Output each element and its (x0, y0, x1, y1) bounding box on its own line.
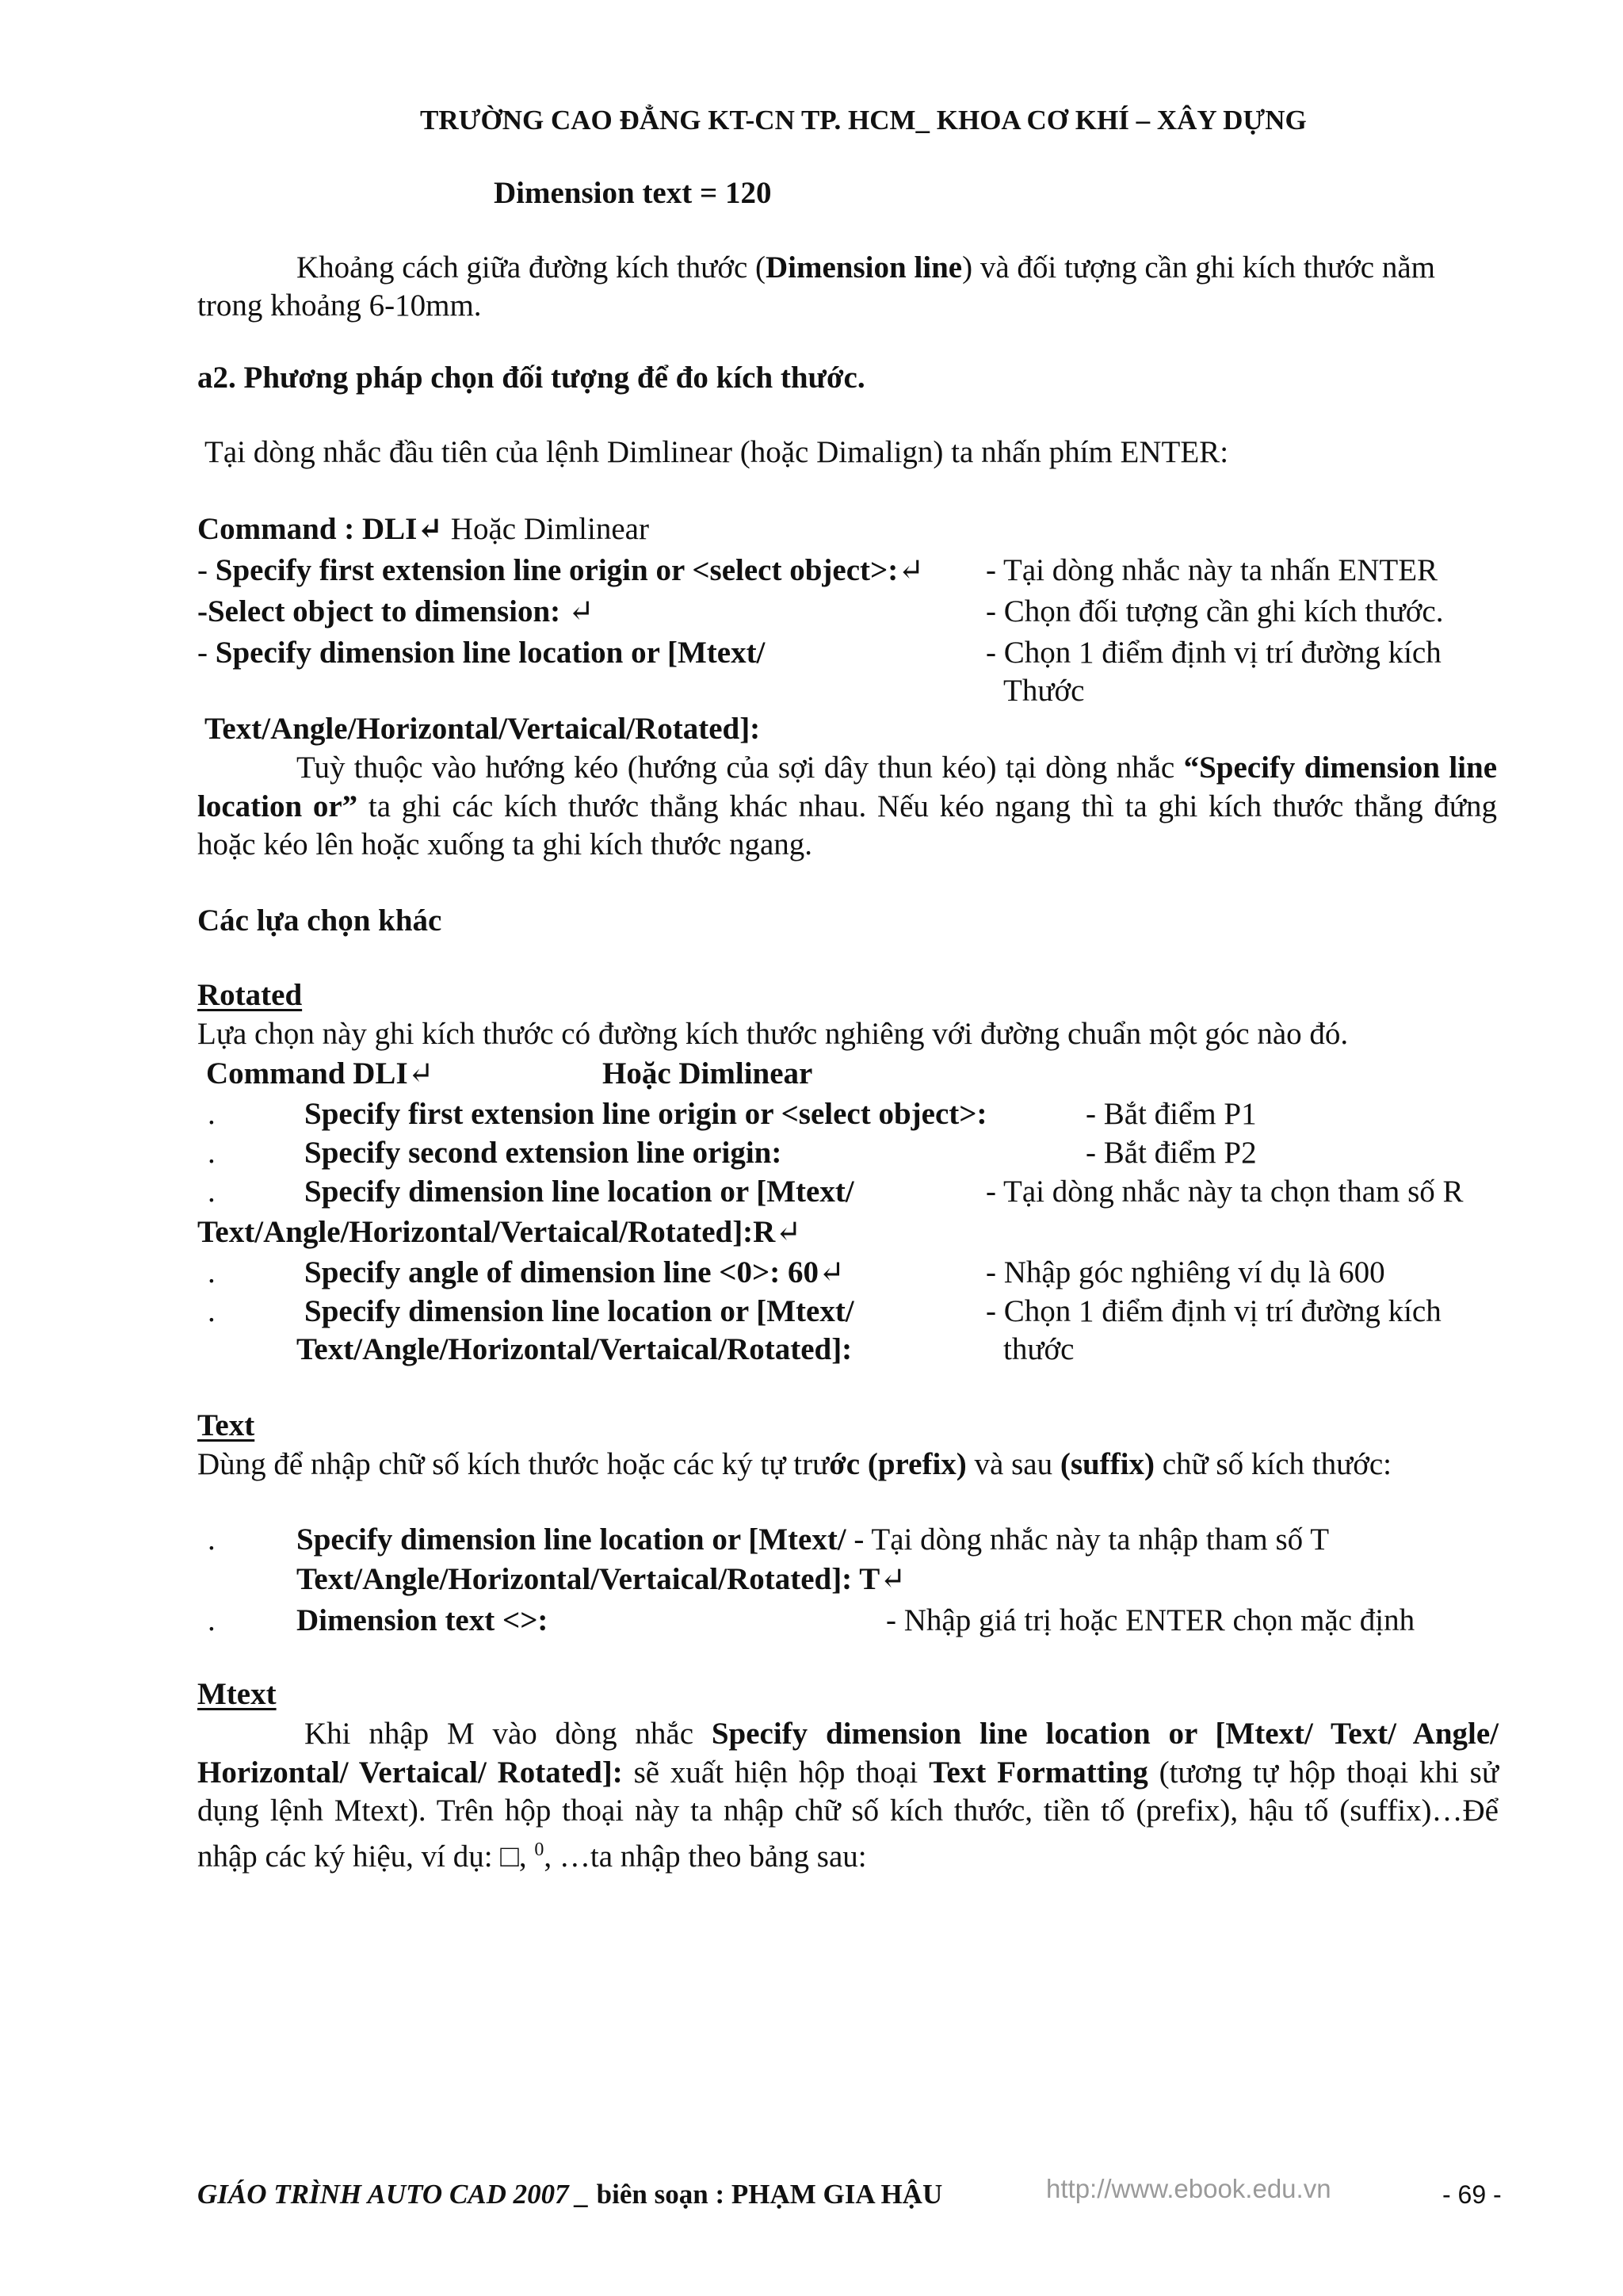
rotated-prompt-7: Text/Angle/Horizontal/Vertaical/Rotated]: (296, 1332, 853, 1366)
prompt-line-1 (197, 552, 924, 590)
command-bold: Command : DLI↵ (197, 512, 444, 546)
enter-symbol: ↵ (818, 1255, 845, 1289)
para1-term: Dimension line (766, 250, 963, 285)
text-desc (197, 1446, 1392, 1484)
bullet-dot: . (208, 1175, 216, 1209)
enter-symbol: ↵ (898, 553, 924, 587)
rotated-prompt-5 (304, 1255, 845, 1292)
rotated-prompt-1: Specify first extension line origin or <select object>: (304, 1097, 987, 1131)
command-text: Command DLI (206, 1056, 408, 1091)
text-prompt-3: Dimension text <>: (296, 1603, 548, 1637)
mtext-p3: sẽ xuất hiện hộp thoại (622, 1755, 930, 1790)
footer-author: biên soạn : PHẠM GIA HẬU (596, 2179, 943, 2210)
rotated-note-7: thước (1003, 1332, 1075, 1366)
bullet-dot: . (208, 1136, 216, 1170)
other-options-heading: Các lựa chọn khác (197, 904, 442, 938)
rotated-prompt-6: Specify dimension line location or [Mtext/ (304, 1294, 854, 1328)
para2-d: ta ghi các kích thước thẳng khác nhau. Nếu kéo ngang thì ta ghi kích thước thẳng (357, 789, 1423, 823)
section-heading-a2: a2. Phương pháp chọn đối tượng để đo kích thước. (197, 361, 865, 395)
text-prompt-1 (296, 1522, 1329, 1559)
prompt-bold: Specify dimension line location or [Mtext/ (215, 636, 766, 670)
paragraph-spacing-line2: trong khoảng 6-10mm. (197, 288, 482, 323)
degree-superscript: 0 (534, 1839, 544, 1860)
rotated-note-2: - Bắt điểm P2 (1086, 1136, 1257, 1170)
rotated-note-6: - Chọn 1 điểm định vị trí đường kích (986, 1294, 1442, 1328)
rotated-command-alt: Hoặc Dimlinear (602, 1056, 813, 1091)
text-desc-e: chữ số kích thước: (1154, 1447, 1392, 1481)
dash: - (197, 553, 216, 587)
mtext-heading: Mtext (197, 1677, 277, 1711)
bullet-dot: . (208, 1097, 216, 1131)
prompt-note-1: - Tại dòng nhắc này ta nhấn ENTER (986, 553, 1438, 587)
prefix-term: ớc (prefix) (829, 1447, 967, 1481)
prompt-note: - Tại dòng nhắc này ta nhập tham số T (846, 1522, 1330, 1557)
a2-intro: Tại dòng nhắc đầu tiên của lệnh Dimlinear (hoặc Dimalign) ta nhấn phím ENTER: (204, 435, 1229, 469)
text-note-3: - Nhập giá trị hoặc ENTER chọn mặc định (886, 1603, 1415, 1637)
text-desc-a: Dùng để nhập chữ số kích thước hoặc các ký tự trư (197, 1447, 830, 1481)
suffix-term: (suffix) (1060, 1447, 1155, 1481)
prompt-line-3 (197, 635, 765, 672)
paragraph-drag-direction (197, 749, 1497, 865)
para2-a: Tuỳ thuộc vào hướng kéo (hướng của sợi dây thun kéo) tại dòng nhắc (296, 751, 1184, 785)
enter-symbol: ↵ (567, 594, 594, 628)
prompt-bold: Text/Angle/Horizontal/Vertaical/Rotated]:R (197, 1215, 776, 1249)
command-rest: Hoặc Dimlinear (443, 512, 649, 546)
prompt-bold: Text/Angle/Horizontal/Vertaical/Rotated]: T (296, 1562, 880, 1596)
prompt-bold: -Select object to dimension: (197, 594, 568, 628)
text-heading: Text (197, 1408, 255, 1442)
para2-line3: đứng hoặc kéo lên hoặc xuống ta ghi kích thước ngang. (197, 789, 1497, 861)
text-prompt-2 (296, 1561, 906, 1599)
rotated-note-3: - Tại dòng nhắc này ta chọn tham số R (986, 1175, 1464, 1209)
dash: - (197, 636, 216, 670)
bullet-dot: . (208, 1603, 216, 1637)
enter-symbol: ↵ (775, 1215, 802, 1249)
command-line (197, 511, 649, 548)
mtext-p5: (tương tự hộp thoại khi sử dụng lệnh Mtext). Trên hộp thoại này ta nhập chữ số kích thước, tiền tố (prefix), hậu tố (suffix)…Để nhập các ký hiệu, ví dụ: □, (197, 1755, 1499, 1874)
rotated-heading: Rotated (197, 978, 303, 1012)
mtext-paragraph (197, 1715, 1499, 1876)
prompt-bold: Specify first extension line origin or <select object>: (215, 553, 899, 587)
enter-symbol: ↵ (407, 1056, 434, 1091)
text-desc-c: và sau (966, 1447, 1060, 1481)
page-number: - 69 - (1442, 2180, 1502, 2209)
text-formatting-term: Text Formatting (929, 1755, 1148, 1790)
page-header: TRƯỜNG CAO ĐẲNG KT-CN TP. HCM_ KHOA CƠ KHÍ – XÂY DỰNG (420, 105, 1307, 136)
prompt-bold: Specify angle of dimension line <0>: 60 (304, 1255, 819, 1289)
mtext-p1: Khi nhập M vào dòng nhắc (304, 1717, 712, 1751)
prompt-line-4: Text/Angle/Horizontal/Vertaical/Rotated]: (204, 712, 761, 746)
rotated-prompt-2: Specify second extension line origin: (304, 1136, 782, 1170)
bullet-dot: . (208, 1522, 216, 1557)
footer-left (197, 2178, 942, 2211)
rotated-note-5: - Nhập góc nghiêng ví dụ là 600 (986, 1255, 1385, 1289)
para1-text-a: Khoảng cách giữa đường kích thước ( (296, 250, 766, 285)
prompt-line-2 (197, 594, 594, 631)
mtext-prompt: Specify dimension line location or [Mtext/ Text/ Angle/ Horizontal/ Vertaical/ Rotated]: (197, 1717, 1499, 1790)
rotated-prompt-3: Specify dimension line location or [Mtext/ (304, 1175, 854, 1209)
footer-book-title: GIÁO TRÌNH AUTO CAD 2007 _ (197, 2179, 597, 2210)
mtext-p7: , …ta nhập theo bảng sau: (544, 1839, 867, 1874)
para2-c: line location or” (197, 751, 1497, 823)
bullet-dot: . (208, 1294, 216, 1328)
footer-url: http://www.ebook.edu.vn (1046, 2174, 1331, 2203)
bullet-dot: . (208, 1255, 216, 1289)
rotated-note-1: - Bắt điểm P1 (1086, 1097, 1257, 1131)
para2-b: “Specify dimension (1183, 751, 1440, 785)
prompt-note-2: - Chọn đối tượng cần ghi kích thước. (986, 594, 1444, 628)
prompt-note-3: - Chọn 1 điểm định vị trí đường kích (986, 636, 1442, 670)
enter-symbol: ↵ (880, 1562, 906, 1596)
para1-text-c: ) và đối tượng cần ghi kích thước nằm (962, 250, 1436, 285)
prompt-note-3-cont: Thước (1003, 674, 1085, 708)
rotated-desc: Lựa chọn này ghi kích thước có đường kích thước nghiêng với đường chuẩn một góc nào đó. (197, 1017, 1349, 1051)
rotated-prompt-4 (197, 1214, 801, 1251)
paragraph-spacing (296, 250, 1435, 287)
prompt-bold: Specify dimension line location or [Mtext/ (296, 1522, 846, 1557)
rotated-command (206, 1056, 433, 1093)
dimension-text-value: Dimension text = 120 (494, 176, 772, 210)
